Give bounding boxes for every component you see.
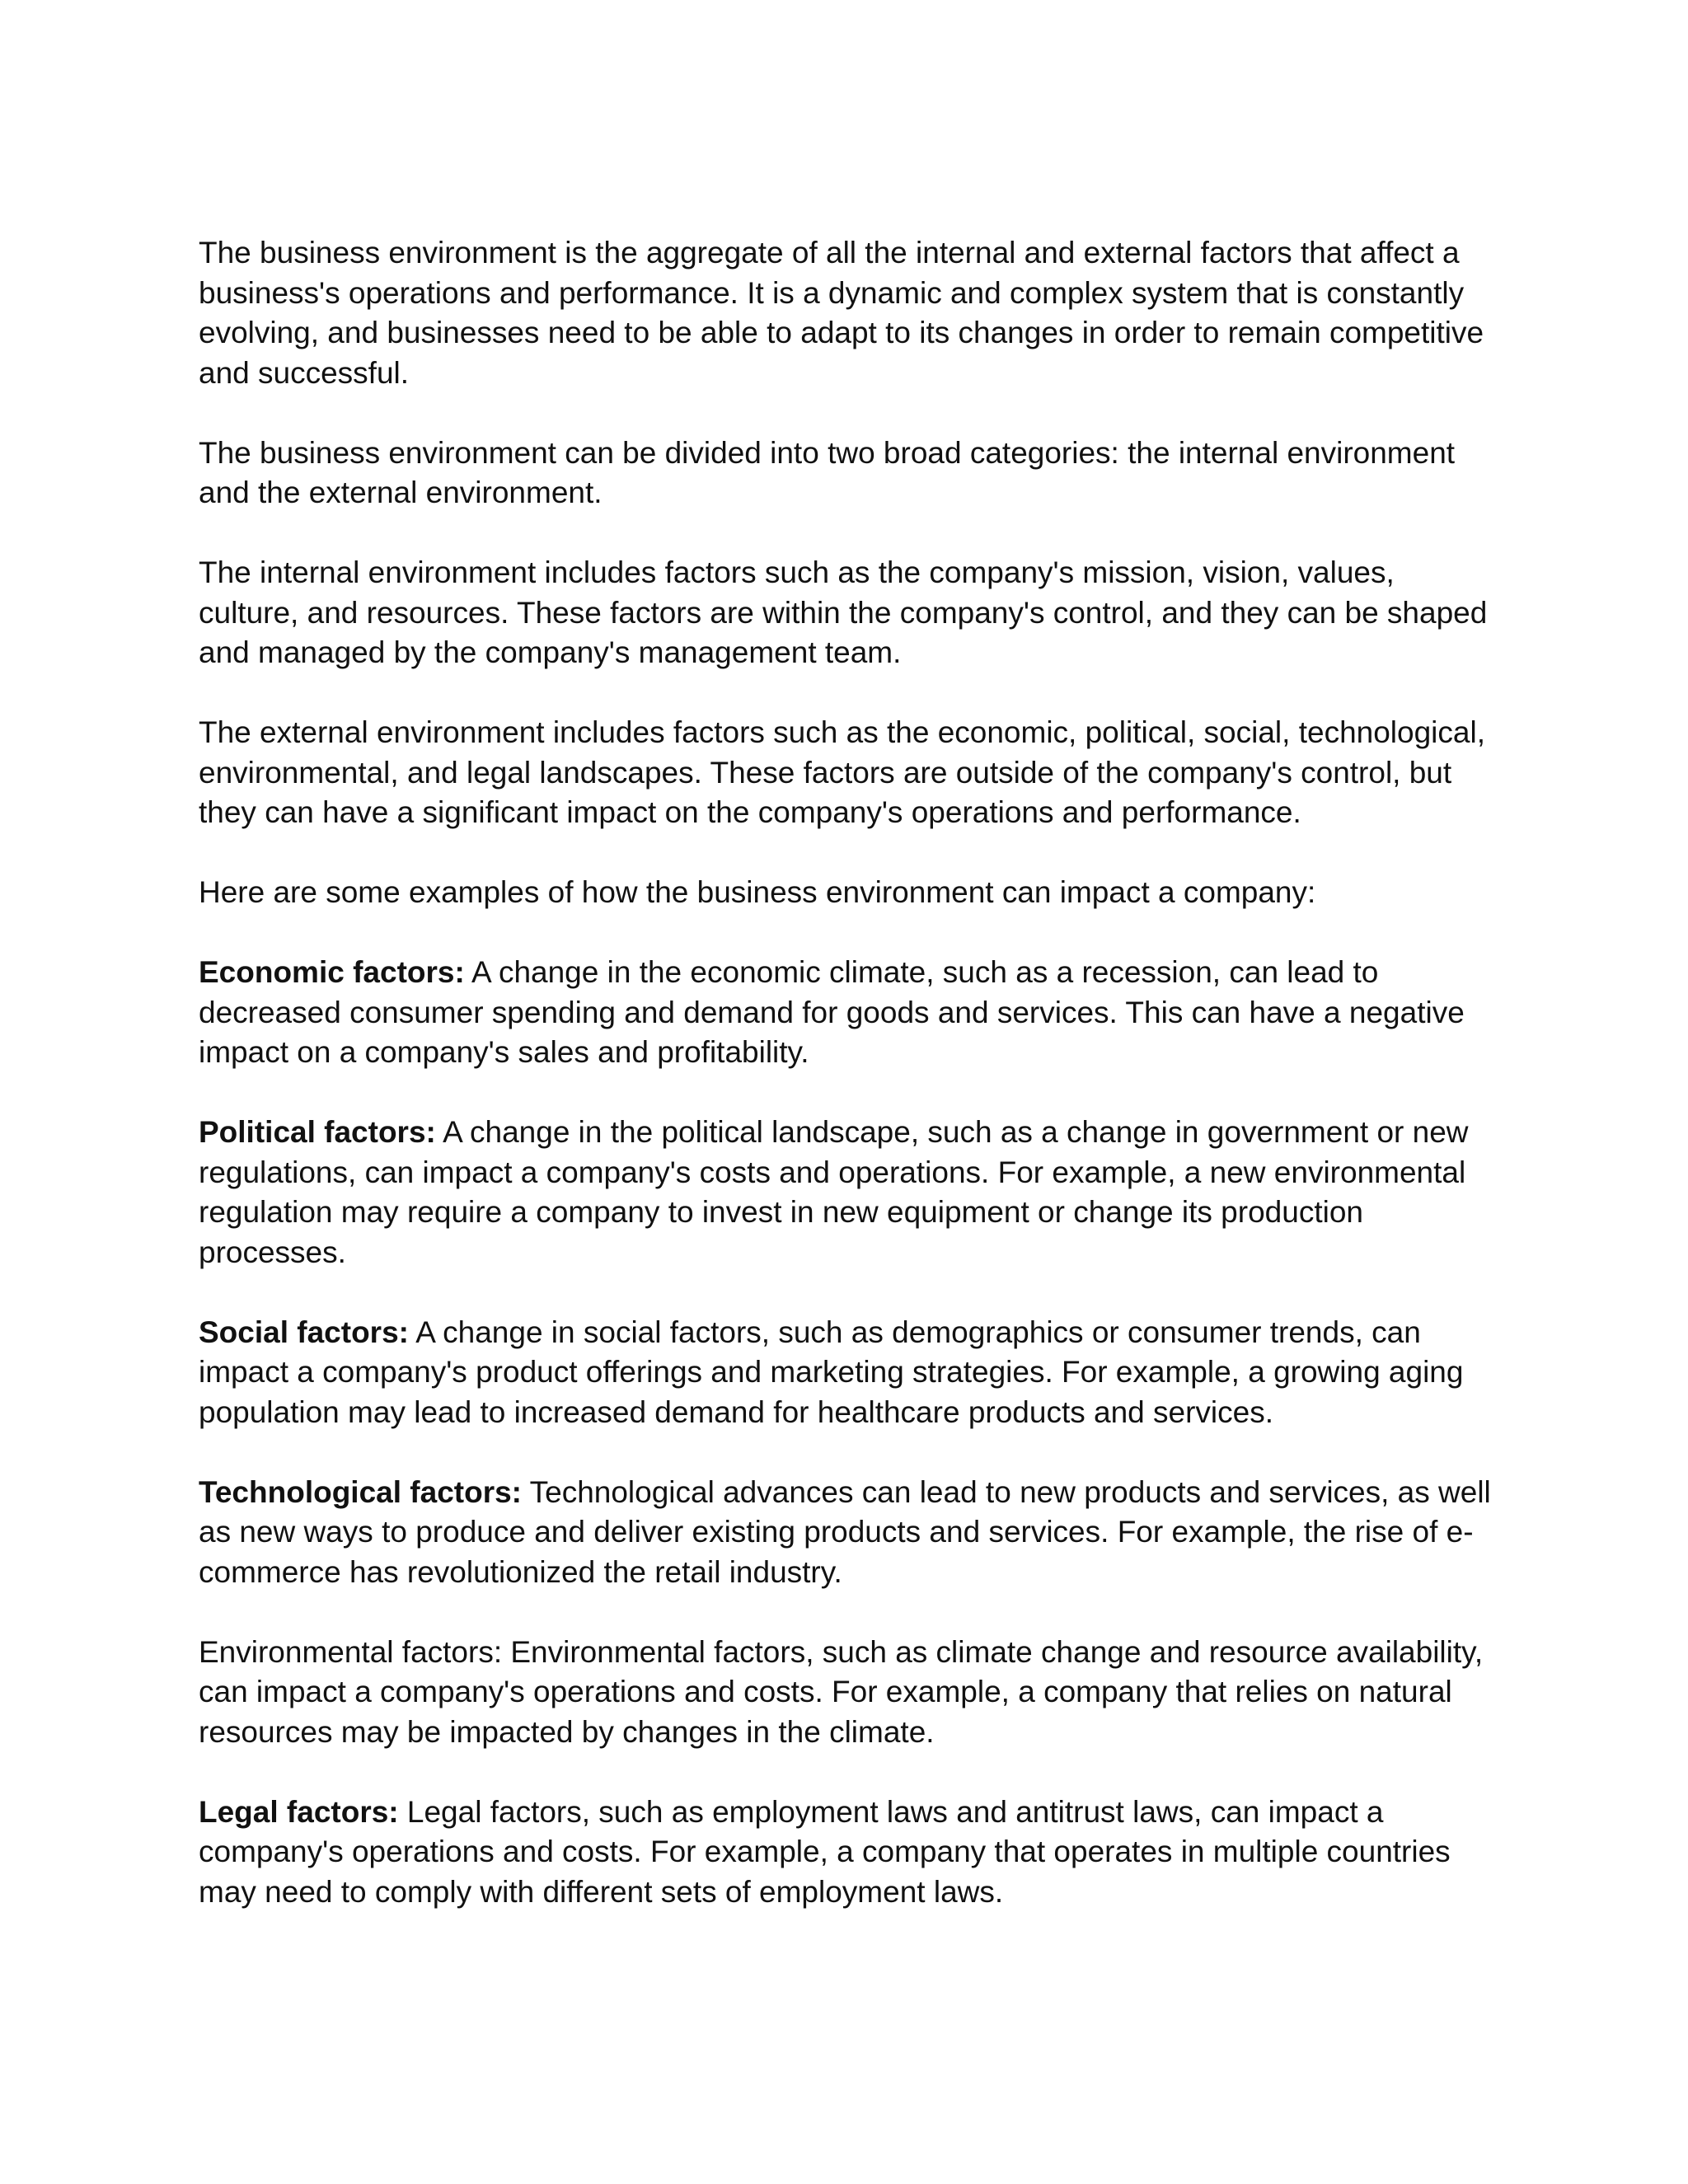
- paragraph-heading: Technological factors:: [199, 1474, 522, 1509]
- paragraph-text: A change in the political landscape, such as a change in government or new regulations, can impact a company's costs and operations. For example, a new environmental regulation may require a company to invest in new equipment or change its production processes.: [199, 1115, 1469, 1269]
- paragraph-text: The business environment can be divided into two broad categories: the internal environment and the external environment.: [199, 435, 1456, 509]
- paragraph-examples-intro: [199, 873, 1497, 913]
- paragraph-heading: Economic factors:: [199, 955, 465, 989]
- paragraph-heading: Social factors:: [199, 1315, 409, 1349]
- paragraph-economic-factors: [199, 953, 1497, 1073]
- document-body: [199, 233, 1497, 1952]
- paragraph-text: The external environment includes factors such as the economic, political, social, technological, environmental, and legal landscapes. These factors are outside of the company's control, but they can have a significant impact on the company's operations and performance.: [199, 715, 1485, 829]
- paragraph-environmental-factors: [199, 1633, 1497, 1753]
- paragraph-intro: [199, 233, 1497, 393]
- paragraph-social-factors: [199, 1313, 1497, 1433]
- paragraph-internal-environment: [199, 553, 1497, 673]
- paragraph-heading: Legal factors:: [199, 1794, 399, 1829]
- paragraph-text: Environmental factors: Environmental factors, such as climate change and resource availability, can impact a company's operations and costs. For example, a company that relies on natural resources may be impacted by changes in the climate.: [199, 1634, 1484, 1749]
- paragraph-legal-factors: [199, 1793, 1497, 1913]
- paragraph-political-factors: [199, 1113, 1497, 1272]
- paragraph-text: Legal factors, such as employment laws and antitrust laws, can impact a company's operations and costs. For example, a company that operates in multiple countries may need to comply with different sets of employment laws.: [199, 1794, 1451, 1909]
- paragraph-heading: Political factors:: [199, 1115, 436, 1149]
- paragraph-external-environment: [199, 713, 1497, 833]
- paragraph-text: Here are some examples of how the business environment can impact a company:: [199, 875, 1316, 909]
- paragraph-text: The business environment is the aggregate of all the internal and external factors that affect a business's operations and performance. It is a dynamic and complex system that is constantly evolving, and businesses need to be able to adapt to its changes in order to remain competitive and successful.: [199, 236, 1484, 390]
- paragraph-text: A change in social factors, such as demographics or consumer trends, can impact a company's product offerings and marketing strategies. For example, a growing aging population may lead to increased demand for healthcare products and services.: [199, 1315, 1464, 1429]
- paragraph-text: Technological advances can lead to new products and services, as well as new ways to produce and deliver existing products and services. For example, the rise of e-commerce has revolutionized the retail industry.: [199, 1474, 1491, 1589]
- paragraph-text: A change in the economic climate, such as a recession, can lead to decreased consumer spending and demand for goods and services. This can have a negative impact on a company's sales and profitability.: [199, 955, 1465, 1069]
- paragraph-categories: [199, 434, 1497, 513]
- paragraph-technological-factors: [199, 1473, 1497, 1593]
- paragraph-text: The internal environment includes factors such as the company's mission, vision, values, culture, and resources. These factors are within the company's control, and they can be shaped and managed by the company's management team.: [199, 555, 1488, 669]
